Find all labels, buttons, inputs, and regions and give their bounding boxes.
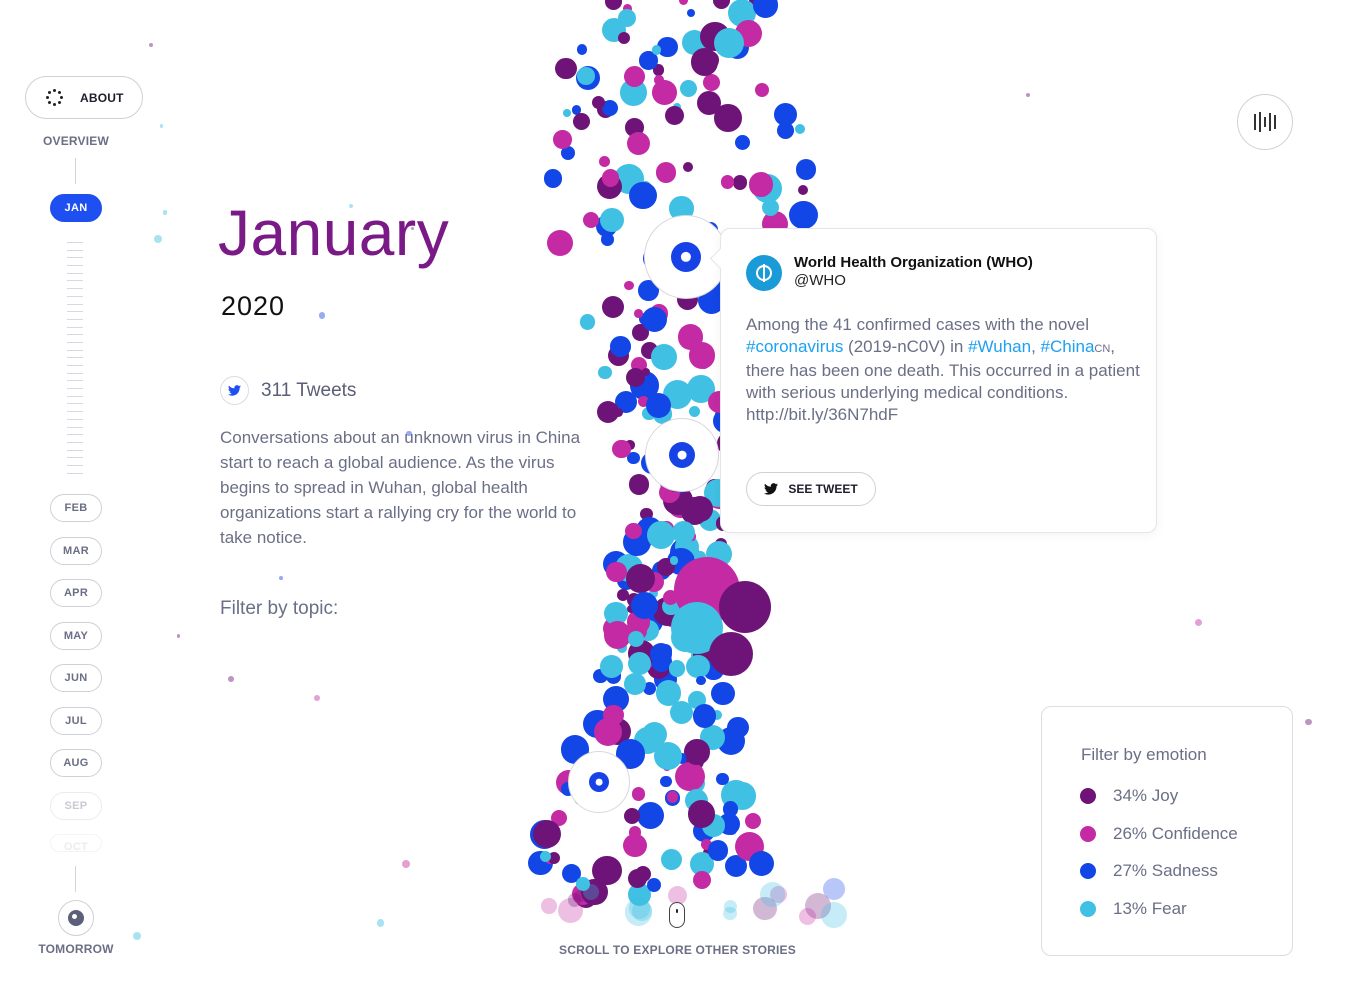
emotion-bubble[interactable] bbox=[714, 28, 744, 58]
emotion-bubble[interactable] bbox=[686, 655, 709, 678]
emotion-bubble[interactable] bbox=[629, 474, 650, 495]
fear-dot-icon bbox=[1080, 901, 1096, 917]
emotion-filter-panel bbox=[1041, 706, 1293, 956]
emotion-bubble[interactable] bbox=[541, 898, 557, 914]
tweet-marker[interactable] bbox=[645, 418, 719, 492]
emotion-bubble[interactable] bbox=[1195, 619, 1202, 626]
tweet-count bbox=[220, 376, 356, 405]
emotion-bubble[interactable] bbox=[796, 159, 816, 179]
emotion-filter-title: Filter by emotion bbox=[1081, 745, 1207, 764]
emotion-bubble[interactable] bbox=[683, 162, 693, 172]
emotion-bubble[interactable] bbox=[610, 336, 631, 357]
joy-dot-icon bbox=[1080, 788, 1096, 804]
loading-dots-icon bbox=[46, 89, 64, 107]
emotion-bubble[interactable] bbox=[577, 44, 587, 54]
sound-bars-icon bbox=[1253, 112, 1278, 132]
emotion-bubble[interactable] bbox=[624, 281, 634, 291]
emotion-bubble[interactable] bbox=[568, 893, 581, 906]
emotion-bubble[interactable] bbox=[789, 201, 817, 229]
emotion-bubble[interactable] bbox=[583, 884, 599, 900]
emotion-bubble[interactable] bbox=[749, 172, 774, 197]
tweet-card bbox=[720, 228, 1157, 533]
emotion-bubble[interactable] bbox=[314, 695, 320, 701]
who-logo-icon bbox=[746, 255, 782, 291]
emotion-bubble[interactable] bbox=[755, 83, 769, 97]
emotion-bubble[interactable] bbox=[617, 589, 629, 601]
month-pill-feb[interactable]: FEB bbox=[50, 494, 102, 522]
month-pill-aug[interactable]: AUG bbox=[50, 749, 102, 777]
emotion-bubble[interactable] bbox=[319, 312, 325, 318]
emotion-bubble[interactable] bbox=[777, 122, 794, 139]
eye-icon bbox=[68, 910, 84, 926]
emotion-bubble[interactable] bbox=[646, 393, 671, 418]
tweet-text-part: (2019-nC0V) in bbox=[843, 337, 969, 356]
emotion-bubble[interactable] bbox=[637, 802, 664, 829]
emotion-bubble[interactable] bbox=[693, 704, 716, 727]
emotion-bubble[interactable] bbox=[555, 58, 577, 80]
emotion-bubble[interactable] bbox=[577, 67, 594, 84]
emotion-bubble[interactable] bbox=[696, 676, 706, 686]
emotion-bubble[interactable] bbox=[760, 882, 785, 907]
month-title: January bbox=[218, 197, 450, 269]
tweet-author-name: World Health Organization (WHO) bbox=[794, 254, 1033, 271]
month-pill-oct[interactable]: OCT bbox=[50, 834, 102, 852]
emotion-bubble[interactable] bbox=[177, 634, 180, 637]
story-description: Conversations about an unknown virus in China start to reach a global audience. As the virus begins to spread in Wuhan, global health organizations start a rallying cry for the world to take notice. bbox=[220, 428, 581, 547]
emotion-bubble[interactable] bbox=[647, 878, 661, 892]
month-pill-may[interactable]: MAY bbox=[50, 622, 102, 650]
emotion-bubble[interactable] bbox=[625, 523, 642, 540]
emotion-label: 34% Joy bbox=[1113, 786, 1179, 805]
scroll-mouse-icon bbox=[669, 902, 685, 928]
emotion-bubble[interactable] bbox=[708, 840, 728, 860]
emotion-bubble[interactable] bbox=[580, 314, 596, 330]
about-button[interactable] bbox=[25, 76, 143, 119]
emotion-bubble[interactable] bbox=[713, 0, 730, 9]
emotion-bubble[interactable] bbox=[686, 498, 694, 506]
emotion-bubble[interactable] bbox=[553, 130, 571, 148]
tweet-text-part: Among the 41 confirmed cases with the novel bbox=[746, 315, 1090, 334]
emotion-bubble[interactable] bbox=[540, 851, 551, 862]
emotion-bubble[interactable] bbox=[675, 762, 704, 791]
year-label: 2020 bbox=[221, 291, 286, 321]
emotion-bubble[interactable] bbox=[402, 860, 410, 868]
emotion-bubble[interactable] bbox=[624, 808, 640, 824]
emotion-bubble[interactable] bbox=[680, 80, 697, 97]
emotion-bubble[interactable] bbox=[561, 146, 575, 160]
tomorrow-label[interactable]: TOMORROW bbox=[38, 942, 114, 956]
emotion-bubble[interactable] bbox=[678, 324, 704, 350]
emotion-label: 27% Sadness bbox=[1113, 861, 1218, 880]
emotion-bubble[interactable] bbox=[670, 556, 679, 565]
emotion-bubble[interactable] bbox=[154, 235, 162, 243]
tweet-marker[interactable] bbox=[568, 751, 630, 813]
emotion-filter-sadness[interactable] bbox=[1080, 861, 1218, 881]
month-pill-sep[interactable]: SEP bbox=[50, 792, 102, 820]
emotion-bubble[interactable] bbox=[798, 185, 808, 195]
emotion-bubble[interactable] bbox=[160, 124, 164, 128]
emotion-bubble[interactable] bbox=[600, 208, 624, 232]
emotion-bubble[interactable] bbox=[583, 212, 599, 228]
emotion-bubble[interactable] bbox=[548, 176, 559, 187]
emotion-bubble[interactable] bbox=[133, 932, 141, 940]
emotion-bubble[interactable] bbox=[602, 296, 624, 318]
flag-code: CN bbox=[1094, 343, 1111, 355]
emotion-bubble[interactable] bbox=[624, 673, 646, 695]
emotion-label: 13% Fear bbox=[1113, 899, 1187, 918]
emotion-bubble[interactable] bbox=[605, 0, 622, 10]
sound-toggle-button[interactable] bbox=[1237, 94, 1293, 150]
tweet-text-part: , there has been one death. This occurred in a patient with serious underlying medical conditions. http://bit.ly/36N7hdF bbox=[746, 337, 1140, 424]
about-label: ABOUT bbox=[80, 90, 124, 105]
emotion-bubble[interactable] bbox=[665, 106, 684, 125]
emotion-bubble[interactable] bbox=[660, 776, 671, 787]
emotion-bubble[interactable] bbox=[604, 621, 632, 649]
emotion-bubble[interactable] bbox=[749, 851, 774, 876]
tweet-author-handle: @WHO bbox=[794, 272, 846, 289]
emotion-bubble[interactable] bbox=[547, 230, 573, 256]
emotion-bubble[interactable] bbox=[661, 849, 682, 870]
scroll-hint: SCROLL TO EXPLORE OTHER STORIES bbox=[559, 943, 796, 957]
emotion-bubble[interactable] bbox=[689, 406, 700, 417]
emotion-bubble[interactable] bbox=[799, 908, 816, 925]
emotion-bubble[interactable] bbox=[149, 43, 153, 47]
hashtag-link[interactable]: #coronavirus bbox=[746, 337, 844, 356]
emotion-bubble[interactable] bbox=[719, 581, 771, 633]
emotion-bubble[interactable] bbox=[629, 182, 656, 209]
emotion-filter-confidence[interactable] bbox=[1080, 824, 1238, 844]
emotion-bubble[interactable] bbox=[1026, 93, 1030, 97]
emotion-bubble[interactable] bbox=[618, 32, 630, 44]
emotion-bubble[interactable] bbox=[823, 878, 845, 900]
emotion-bubble[interactable] bbox=[618, 9, 636, 27]
emotion-bubble[interactable] bbox=[606, 562, 626, 582]
emotion-bubble[interactable] bbox=[626, 564, 655, 593]
emotion-bubble[interactable] bbox=[629, 897, 651, 919]
tweet-text bbox=[746, 314, 1141, 426]
emotion-bubble[interactable] bbox=[735, 135, 750, 150]
hashtag-link[interactable]: #China bbox=[1040, 337, 1095, 356]
tomorrow-button[interactable] bbox=[58, 900, 94, 936]
month-pill-jun[interactable]: JUN bbox=[50, 664, 102, 692]
emotion-bubble[interactable] bbox=[795, 124, 805, 134]
emotion-bubble[interactable] bbox=[687, 9, 695, 17]
emotion-bubble[interactable] bbox=[721, 175, 734, 188]
emotion-filter-fear[interactable] bbox=[1080, 899, 1187, 919]
twitter-icon bbox=[220, 376, 249, 405]
emotion-bubble[interactable] bbox=[573, 113, 590, 130]
timeline-line-bottom bbox=[75, 866, 76, 892]
overview-link[interactable]: OVERVIEW bbox=[42, 134, 110, 148]
emotion-bubble[interactable] bbox=[635, 866, 651, 882]
emotion-bubble[interactable] bbox=[598, 366, 611, 379]
timeline-day-ticks bbox=[67, 242, 85, 480]
emotion-bubble[interactable] bbox=[693, 871, 711, 889]
emotion-bubble[interactable] bbox=[711, 682, 735, 706]
confidence-dot-icon bbox=[1080, 826, 1096, 842]
see-tweet-label: SEE TWEET bbox=[788, 482, 858, 496]
sadness-dot-icon bbox=[1080, 863, 1096, 879]
tweet-count-label: 311 Tweets bbox=[261, 379, 357, 401]
emotion-bubble[interactable] bbox=[716, 773, 729, 786]
emotion-bubble[interactable] bbox=[632, 787, 645, 800]
emotion-bubble[interactable] bbox=[727, 717, 748, 738]
emotion-bubble[interactable] bbox=[686, 752, 694, 760]
emotion-bubble[interactable] bbox=[745, 813, 761, 829]
emotion-bubble[interactable] bbox=[703, 74, 720, 91]
emotion-filter-joy[interactable] bbox=[1080, 786, 1178, 806]
month-pill-apr[interactable]: APR bbox=[50, 579, 102, 607]
filter-topic-label: Filter by topic: bbox=[220, 598, 339, 619]
emotion-bubble[interactable] bbox=[377, 919, 385, 927]
month-pill-jul[interactable]: JUL bbox=[50, 707, 102, 735]
emotion-bubble[interactable] bbox=[647, 521, 675, 549]
month-pill-jan[interactable]: JAN bbox=[50, 194, 102, 222]
tweet-text-part: , bbox=[1031, 337, 1041, 356]
emotion-bubble[interactable] bbox=[533, 820, 561, 848]
emotion-label: 26% Confidence bbox=[1113, 824, 1238, 843]
emotion-bubble[interactable] bbox=[724, 900, 737, 913]
emotion-bubble[interactable] bbox=[669, 660, 685, 676]
emotion-bubble[interactable] bbox=[599, 156, 610, 167]
emotion-bubble[interactable] bbox=[651, 344, 677, 370]
emotion-bubble[interactable] bbox=[627, 132, 650, 155]
emotion-bubble[interactable] bbox=[672, 521, 695, 544]
emotion-bubble[interactable] bbox=[614, 408, 623, 417]
timeline-line-top bbox=[75, 158, 76, 184]
emotion-bubble[interactable] bbox=[656, 680, 682, 706]
emotion-bubble[interactable] bbox=[1305, 719, 1312, 726]
emotion-bubble[interactable] bbox=[642, 307, 668, 333]
emotion-bubble[interactable] bbox=[652, 80, 677, 105]
emotion-bubble[interactable] bbox=[688, 800, 716, 828]
twitter-bird-icon bbox=[764, 483, 778, 495]
emotion-bubble[interactable] bbox=[629, 826, 641, 838]
emotion-bubble[interactable] bbox=[679, 0, 688, 5]
emotion-bubble[interactable] bbox=[163, 210, 168, 215]
emotion-bubble[interactable] bbox=[709, 632, 753, 676]
see-tweet-button[interactable] bbox=[746, 472, 876, 506]
emotion-bubble[interactable] bbox=[279, 576, 283, 580]
emotion-bubble[interactable] bbox=[733, 175, 747, 189]
emotion-bubble[interactable] bbox=[821, 902, 847, 928]
emotion-bubble[interactable] bbox=[753, 0, 778, 18]
month-pill-mar[interactable]: MAR bbox=[50, 537, 102, 565]
emotion-bubble[interactable] bbox=[723, 801, 738, 816]
emotion-bubble[interactable] bbox=[656, 162, 677, 183]
hashtag-link[interactable]: #Wuhan bbox=[968, 337, 1032, 356]
emotion-bubble[interactable] bbox=[228, 676, 234, 682]
emotion-bubble[interactable] bbox=[563, 109, 571, 117]
emotion-bubble[interactable] bbox=[691, 48, 718, 75]
emotion-bubble[interactable] bbox=[667, 791, 678, 802]
